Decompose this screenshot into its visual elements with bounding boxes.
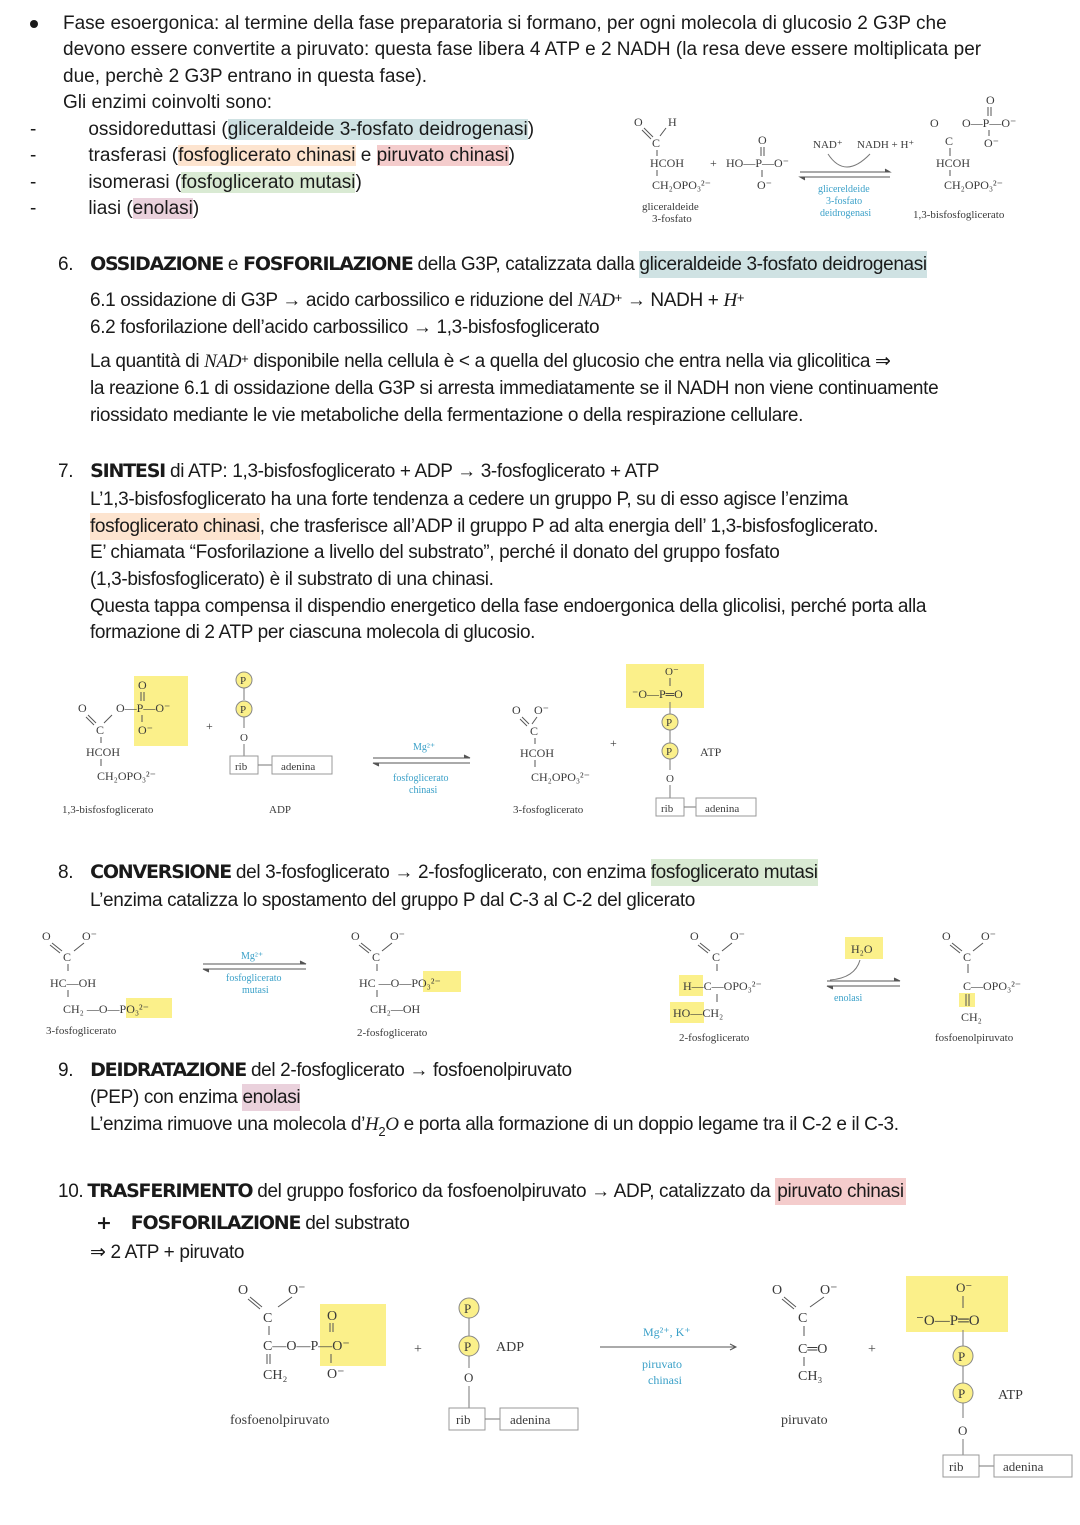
svg-text:HO—P—O⁻: HO—P—O⁻	[726, 156, 790, 170]
svg-text:O: O	[772, 1283, 783, 1298]
svg-text:H₂O: H₂O	[851, 942, 873, 956]
step-title: SINTESI	[90, 460, 166, 482]
svg-text:O⁻: O⁻	[730, 929, 745, 943]
svg-text:C—O—P—O⁻: C—O—P—O⁻	[263, 1339, 350, 1354]
svg-text:+: +	[868, 1342, 876, 1357]
step-number: 10.	[58, 1181, 84, 1202]
svg-text:P: P	[958, 1386, 966, 1401]
svg-text:1,3-bisfosfoglicerato: 1,3-bisfosfoglicerato	[913, 209, 1005, 221]
svg-text:P: P	[240, 704, 247, 716]
svg-text:O⁻: O⁻	[138, 723, 153, 737]
svg-text:adenina: adenina	[510, 1412, 551, 1427]
svg-text:mutasi: mutasi	[242, 985, 269, 996]
svg-text:ATP: ATP	[998, 1388, 1023, 1403]
svg-text:O: O	[958, 1423, 968, 1438]
svg-text:+: +	[710, 156, 717, 170]
bullet-point	[30, 20, 38, 28]
svg-text:O—P—O⁻: O—P—O⁻	[962, 116, 1017, 130]
highlight-fosfoglicerato-chinasi: fosfoglicerato chinasi	[178, 145, 356, 166]
svg-text:chinasi: chinasi	[409, 785, 438, 796]
svg-text:O⁻: O⁻	[82, 929, 97, 943]
svg-text:+: +	[414, 1342, 422, 1357]
svg-text:H—C—OPO₃²⁻: H—C—OPO₃²⁻	[683, 979, 762, 993]
svg-text:C—OPO₃²⁻: C—OPO₃²⁻	[963, 979, 1022, 993]
svg-text:HO—CH₂: HO—CH₂	[673, 1006, 724, 1020]
svg-text:C: C	[372, 950, 381, 964]
svg-text:gliceraldeide: gliceraldeide	[642, 201, 699, 213]
svg-text:NAD⁺: NAD⁺	[813, 139, 843, 151]
step-number: 6.	[58, 254, 74, 275]
svg-text:2-fosfoglicerato: 2-fosfoglicerato	[679, 1032, 750, 1044]
svg-text:O: O	[758, 133, 767, 147]
step-7-line-1: L’1,3-bisfosfoglicerato ha una forte tendenza a cedere un gruppo P, su di esso agisce l’enzima	[90, 489, 848, 510]
svg-text:fosfoglicerato: fosfoglicerato	[226, 973, 282, 984]
svg-text:O⁻: O⁻	[981, 929, 996, 943]
diagram-step-7	[40, 660, 780, 825]
step-10-line-2: ⇒ 2 ATP + piruvato	[90, 1242, 245, 1263]
svg-text:O: O	[238, 1283, 249, 1298]
svg-text:O⁻: O⁻	[390, 929, 405, 943]
highlight-fosfoglicerato-mutasi: fosfoglicerato mutasi	[651, 859, 818, 886]
highlight-fosfoglicerato-mutasi: fosfoglicerato mutasi	[181, 172, 356, 193]
svg-text:glicereldeide: glicereldeide	[818, 184, 870, 195]
step-number: 8.	[58, 862, 74, 883]
svg-text:C: C	[712, 950, 721, 964]
svg-text:2-fosfoglicerato: 2-fosfoglicerato	[357, 1027, 428, 1039]
step-9-line-1: (PEP) con enzima enolasi	[90, 1087, 300, 1109]
svg-text:adenina: adenina	[1003, 1459, 1044, 1474]
svg-text:3-fosfato: 3-fosfato	[826, 196, 863, 207]
svg-text:O⁻: O⁻	[534, 703, 549, 717]
enzyme-list-item: - liasi (enolasi)	[30, 198, 200, 219]
svg-text:O: O	[930, 116, 939, 130]
adp-structure	[449, 1298, 578, 1430]
svg-text:enolasi: enolasi	[834, 993, 863, 1004]
svg-text:C: C	[263, 1311, 273, 1326]
svg-text:CH₂OPO₃²⁻: CH₂OPO₃²⁻	[97, 769, 156, 783]
step-6-paragraph: La quantità di NAD+ disponibile nella cellula è < a quella del glucosio che entra nella via glicolitica ⇒	[90, 351, 891, 372]
dash: -	[30, 198, 37, 219]
step-7-line-2: fosfoglicerato chinasi, che trasferisce all’ADP il gruppo P ad alta energia dell’ 1,3-bisfosfoglicerato.	[90, 516, 878, 538]
svg-text:O: O	[512, 703, 521, 717]
svg-text:HCOH: HCOH	[86, 745, 121, 759]
step-title: DEIDRATAZIONE	[90, 1059, 247, 1081]
svg-text:fosfoglicerato: fosfoglicerato	[393, 773, 449, 784]
dash: -	[30, 119, 37, 140]
enzymes-heading: Gli enzimi coinvolti sono:	[63, 92, 273, 113]
step-6-paragraph-line-2: la reazione 6.1 di ossidazione della G3P si arresta immediatamente se il NADH non viene continuamente	[90, 378, 939, 399]
step-10-line-1: + FOSFORILAZIONE del substrato	[96, 1212, 410, 1234]
diagram-step-8	[30, 920, 1070, 1050]
svg-text:C: C	[530, 724, 539, 738]
svg-text:+: +	[610, 736, 617, 750]
svg-text:O⁻: O⁻	[288, 1283, 306, 1298]
svg-text:P: P	[464, 1301, 472, 1316]
svg-text:O: O	[42, 929, 51, 943]
svg-text:NADH + H⁺: NADH + H⁺	[857, 139, 915, 151]
svg-text:ATP: ATP	[700, 745, 722, 759]
svg-text:piruvato: piruvato	[642, 1357, 682, 1371]
svg-text:O: O	[351, 929, 360, 943]
svg-text:ADP: ADP	[269, 804, 292, 816]
step-6-heading: 6. OSSIDAZIONE e FOSFORILAZIONE della G3P, catalizzata dalla gliceraldeide 3-fosfato deidrogenasi	[58, 253, 927, 276]
svg-text:deidrogenasi: deidrogenasi	[820, 208, 872, 219]
svg-text:P: P	[240, 675, 247, 687]
step-6-line-6-1: 6.1 ossidazione di G3P → acido carbossilico e riduzione del NAD+ → NADH + H+	[90, 290, 745, 311]
step-title: FOSFORILAZIONE	[243, 253, 413, 275]
svg-text:⁻O—P═O: ⁻O—P═O	[632, 687, 683, 701]
step-title: CONVERSIONE	[90, 861, 231, 883]
highlight-enolasi: enolasi	[242, 1084, 300, 1111]
svg-text:adenina: adenina	[281, 761, 316, 773]
diagram-step-10	[220, 1270, 1080, 1490]
svg-text:fosfoenolpiruvato: fosfoenolpiruvato	[935, 1032, 1014, 1044]
step-9-line-2: L’enzima rimuove una molecola $d’H_2O$ e porta alla formazione di un doppio legame tra il C-2 e il C-3.	[90, 1114, 899, 1139]
dash: -	[30, 145, 37, 166]
svg-text:HCOH: HCOH	[936, 156, 971, 170]
svg-text:adenina: adenina	[705, 803, 740, 815]
svg-text:H: H	[668, 115, 677, 129]
svg-text:O⁻: O⁻	[820, 1283, 838, 1298]
svg-text:P: P	[464, 1339, 472, 1354]
dash: -	[30, 172, 37, 193]
svg-text:HCOH: HCOH	[650, 156, 685, 170]
svg-text:CH₂: CH₂	[961, 1010, 982, 1024]
highlight-enolasi: enolasi	[132, 198, 193, 219]
enzyme-list-item: - isomerasi (fosfoglicerato mutasi)	[30, 172, 362, 193]
svg-text:C: C	[963, 950, 972, 964]
svg-text:C: C	[945, 134, 954, 148]
svg-text:1,3-bisfosfoglicerato: 1,3-bisfosfoglicerato	[62, 804, 154, 816]
intro-line-1: Fase esoergonica: al termine della fase preparatoria si formano, per ogni molecola di glucosio 2 G3P che	[63, 13, 947, 34]
svg-text:ADP: ADP	[496, 1340, 525, 1355]
step-6-paragraph-line-3: riossidato mediante le vie metaboliche della fermentazione o della respirazione cellulare.	[90, 405, 804, 426]
svg-text:O: O	[986, 93, 995, 107]
svg-text:O: O	[464, 1370, 474, 1385]
intro-line-3: due, perchè 2 G3P entrano in questa fase).	[63, 66, 428, 87]
svg-text:CH₂ —O—PO₃²⁻: CH₂ —O—PO₃²⁻	[63, 1002, 149, 1016]
svg-text:C: C	[652, 136, 661, 150]
svg-text:+: +	[206, 719, 213, 733]
svg-text:C: C	[63, 950, 72, 964]
step-7-heading: 7. SINTESI di ATP: 1,3-bisfosfoglicerato + ADP → 3-fosfoglicerato + ATP	[58, 460, 660, 482]
highlight-piruvato-chinasi: piruvato chinasi	[775, 1178, 905, 1205]
svg-text:O⁻: O⁻	[956, 1280, 973, 1295]
step-number: 7.	[58, 461, 74, 482]
svg-text:O: O	[942, 929, 951, 943]
highlight-piruvato-chinasi: piruvato chinasi	[376, 145, 509, 166]
svg-text:HC —O—PO₃²⁻: HC —O—PO₃²⁻	[359, 976, 441, 990]
svg-text:O: O	[138, 678, 147, 692]
svg-text:rib: rib	[949, 1459, 964, 1474]
svg-text:P: P	[666, 746, 673, 758]
svg-text:fosfoenolpiruvato: fosfoenolpiruvato	[230, 1413, 330, 1428]
intro-line-2: devono essere convertite a piruvato: questa fase libera 4 ATP e 2 NADH (la resa deve essere moltiplicata per	[63, 39, 982, 60]
svg-text:O⁻: O⁻	[327, 1367, 345, 1382]
svg-text:Mg²⁺: Mg²⁺	[413, 742, 436, 753]
svg-text:O: O	[240, 732, 248, 744]
step-9-heading: 9. DEIDRATAZIONE del 2-fosfoglicerato → fosfoenolpiruvato	[58, 1059, 572, 1081]
highlight-fosfoglicerato-chinasi: fosfoglicerato chinasi	[90, 513, 260, 540]
step-8-heading: 8. CONVERSIONE del 3-fosfoglicerato → 2-fosfoglicerato, con enzima fosfoglicerato mutasi	[58, 861, 818, 884]
step-7-line-5: Questa tappa compensa il dispendio energetico della fase endoergonica della glicolisi, perché porta alla	[90, 596, 927, 617]
svg-text:chinasi: chinasi	[648, 1373, 682, 1387]
reaction-arrow	[800, 139, 914, 219]
svg-text:O⁻: O⁻	[757, 178, 772, 192]
svg-text:rib: rib	[235, 761, 248, 773]
highlight-gliceraldeide-deidrogenasi: gliceraldeide 3-fosfato deidrogenasi	[639, 251, 926, 278]
adp-structure	[230, 672, 332, 816]
svg-text:O: O	[78, 701, 87, 715]
svg-text:O⁻: O⁻	[665, 666, 679, 678]
svg-text:3-fosfato: 3-fosfato	[652, 213, 692, 225]
enzyme-list-item: - ossidoreduttasi (gliceraldeide 3-fosfato deidrogenasi)	[30, 119, 535, 140]
step-number: 9.	[58, 1060, 74, 1081]
enzyme-list-item: - trasferasi (fosfoglicerato chinasi e piruvato chinasi)	[30, 145, 515, 166]
step-title: OSSIDAZIONE	[90, 253, 223, 275]
svg-text:O: O	[634, 115, 643, 129]
svg-text:CH₂OPO₃²⁻: CH₂OPO₃²⁻	[531, 770, 590, 784]
svg-text:rib: rib	[456, 1412, 471, 1427]
step-7-line-6: formazione di 2 ATP per ciascuna molecola di glucosio.	[90, 622, 536, 643]
svg-text:CH₃: CH₃	[798, 1369, 823, 1384]
step-7-line-4: (1,3-bisfosfoglicerato) è il substrato di una chinasi.	[90, 569, 494, 590]
svg-text:HC—OH: HC—OH	[50, 976, 97, 990]
svg-text:O⁻: O⁻	[984, 136, 999, 150]
svg-text:⁻O—P═O: ⁻O—P═O	[916, 1313, 980, 1329]
svg-text:O: O	[327, 1309, 338, 1324]
svg-text:rib: rib	[661, 803, 674, 815]
svg-text:Mg²⁺: Mg²⁺	[241, 951, 264, 962]
svg-text:piruvato: piruvato	[781, 1413, 828, 1428]
step-10-heading: 10. TRASFERIMENTO del gruppo fosforico da fosfoenolpiruvato → ADP, catalizzato da piruvato chinasi	[58, 1180, 906, 1203]
svg-text:C: C	[798, 1311, 808, 1326]
svg-text:P: P	[958, 1349, 966, 1364]
step-8-line-1: L’enzima catalizza lo spostamento del gruppo P dal C-3 al C-2 del glicerato	[90, 890, 695, 911]
diagram-g3p-to-bpg	[620, 90, 1040, 230]
step-title: TRASFERIMENTO	[87, 1180, 253, 1202]
svg-text:Mg²⁺, K⁺: Mg²⁺, K⁺	[643, 1325, 691, 1339]
svg-text:3-fosfoglicerato: 3-fosfoglicerato	[46, 1025, 117, 1037]
svg-text:CH₂OPO₃²⁻: CH₂OPO₃²⁻	[652, 178, 711, 192]
svg-text:3-fosfoglicerato: 3-fosfoglicerato	[513, 804, 584, 816]
svg-text:CH₂—OH: CH₂—OH	[370, 1002, 421, 1016]
svg-text:C═O: C═O	[798, 1342, 828, 1357]
svg-text:O: O	[690, 929, 699, 943]
svg-text:CH₂OPO₃²⁻: CH₂OPO₃²⁻	[944, 178, 1003, 192]
svg-text:HCOH: HCOH	[520, 746, 555, 760]
svg-text:O: O	[666, 773, 674, 785]
highlight-gliceraldeide-deidrogenasi: gliceraldeide 3-fosfato deidrogenasi	[227, 119, 528, 140]
svg-text:C: C	[96, 723, 105, 737]
svg-text:CH₂: CH₂	[263, 1368, 288, 1383]
step-6-line-6-2: 6.2 fosforilazione dell’acido carbossilico → 1,3-bisfosfoglicerato	[90, 317, 600, 338]
svg-text:O—P—O⁻: O—P—O⁻	[116, 701, 171, 715]
svg-text:P: P	[666, 717, 673, 729]
step-title: FOSFORILAZIONE	[130, 1212, 301, 1234]
step-7-line-3: E’ chiamata “Fosforilazione a livello del substrato”, perché il donato del gruppo fosfato	[90, 542, 780, 563]
